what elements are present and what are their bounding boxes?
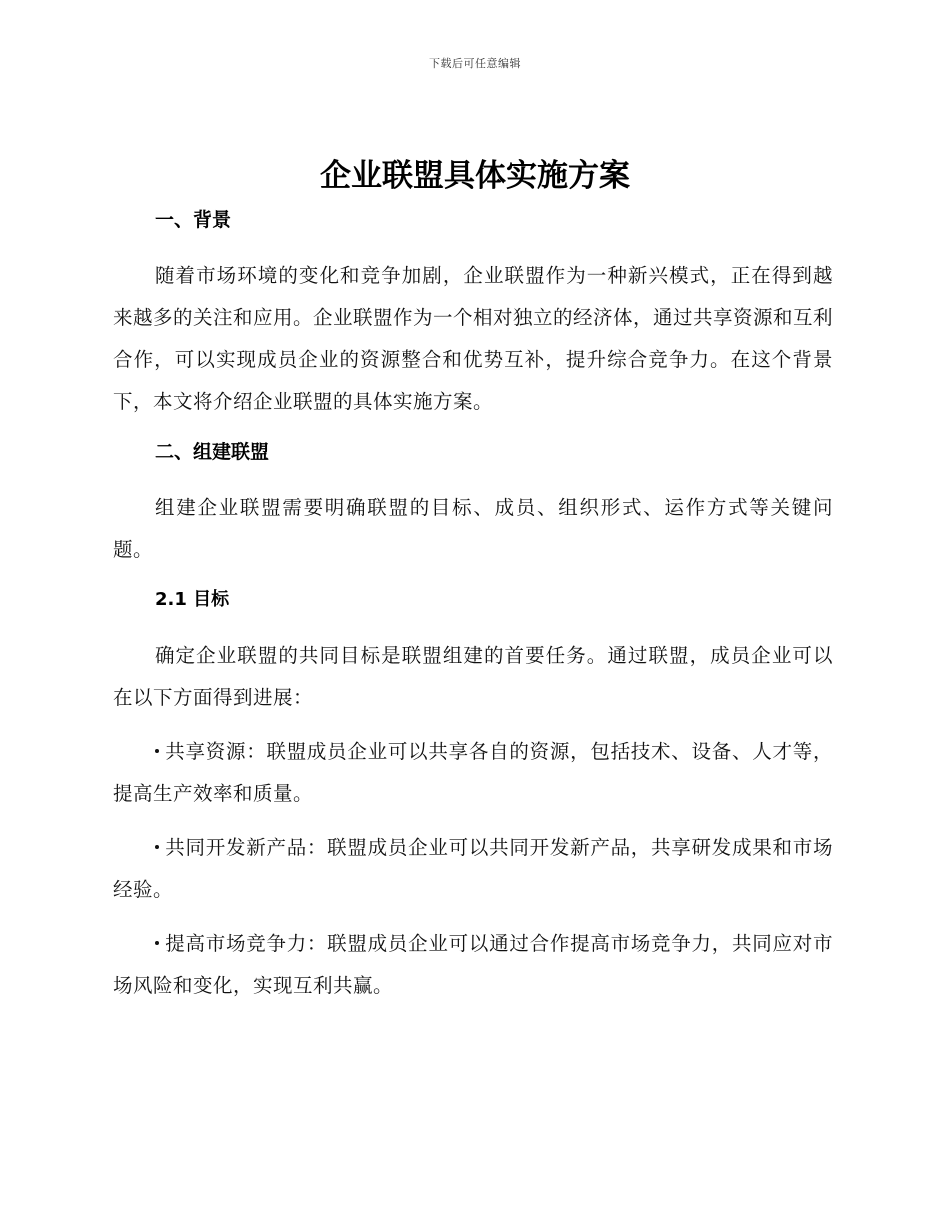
bullet-dot-icon [155,941,159,945]
bullet-text: 提高市场竞争力：联盟成员企业可以通过合作提高市场竞争力，共同应对市场风险和变化，实现互利共赢。 [113,932,833,997]
header-note: 下载后可任意编辑 [429,57,521,70]
subsection-heading-goals: 2.1 目标 [155,589,230,610]
document-title: 企业联盟具体实施方案 [320,158,630,194]
bullet-item [113,923,833,1007]
section-heading-form-alliance: 二、组建联盟 [155,441,270,463]
paragraph-goals: 确定企业联盟的共同目标是联盟组建的首要任务。通过联盟，成员企业可以在以下方面得到进展： [113,644,833,709]
bullet-text: 共享资源：联盟成员企业可以共享各自的资源，包括技术、设备、人才等，提高生产效率和质量。 [113,740,833,805]
section-heading-background: 一、背景 [155,209,232,231]
bullet-item [113,731,833,815]
bullet-dot-icon [155,749,159,753]
paragraph-background: 随着市场环境的变化和竞争加剧，企业联盟作为一种新兴模式，正在得到越来越多的关注和应用。企业联盟作为一个相对独立的经济体，通过共享资源和互利合作，可以实现成员企业的资源整合和优势互补，提升综合竞争力。在这个背景下，本文将介绍企业联盟的具体实施方案。 [113,264,834,413]
bullet-dot-icon [155,845,159,849]
bullet-text: 共同开发新产品：联盟成员企业可以共同开发新产品，共享研发成果和市场经验。 [113,836,833,901]
document-body [113,203,833,1007]
paragraph-form-alliance: 组建企业联盟需要明确联盟的目标、成员、组织形式、运作方式等关键问题。 [113,496,833,561]
bullet-item [113,827,833,911]
